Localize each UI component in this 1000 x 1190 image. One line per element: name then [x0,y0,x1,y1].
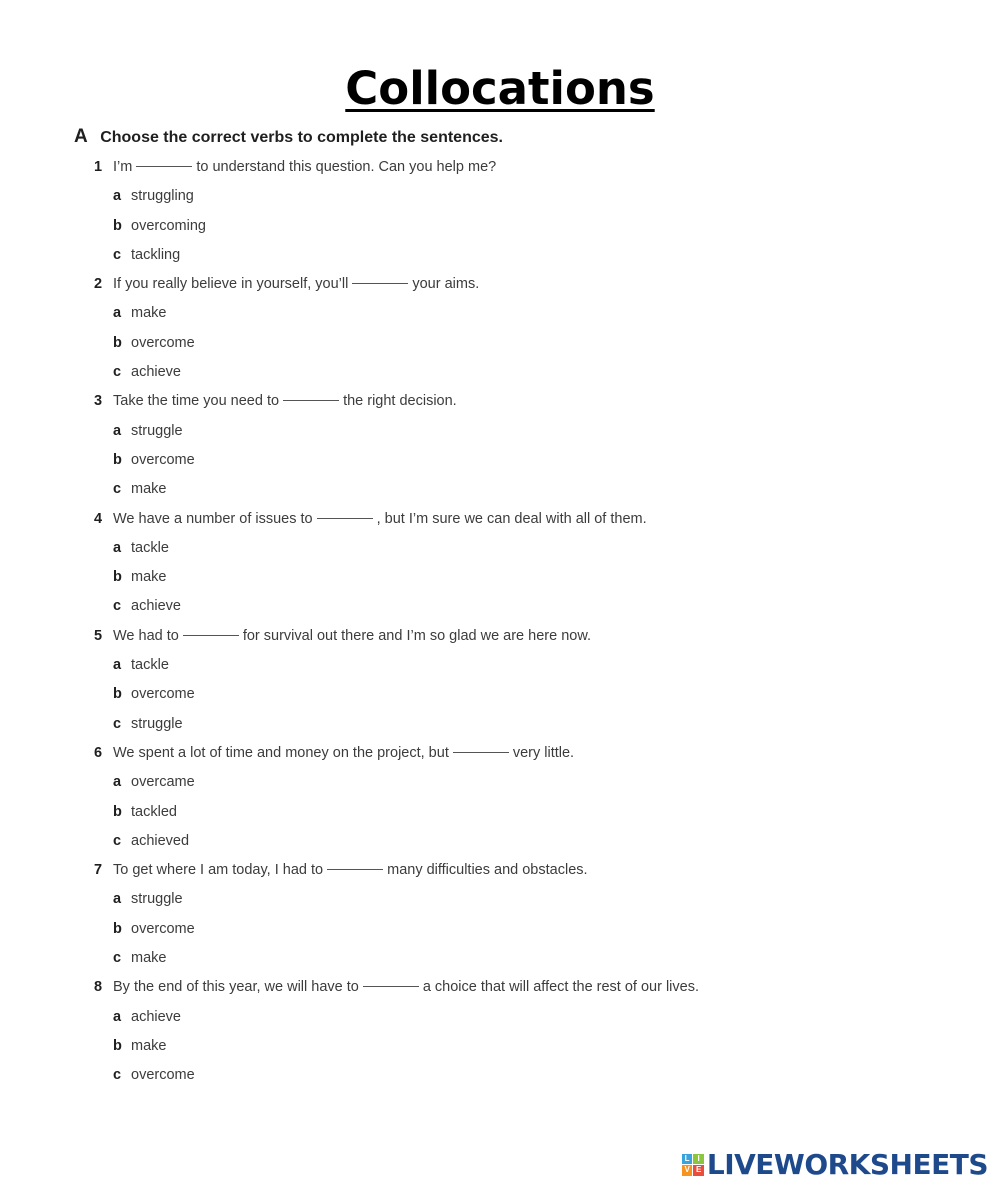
question-text [0,270,1000,299]
question-text-before: If you really believe in yourself, you’ll [113,276,349,293]
question-text [0,153,1000,182]
option-4-a[interactable] [0,534,1000,563]
option-letter: a [113,657,122,674]
question-text-before: I’m [113,159,133,175]
option-text: make [131,950,167,967]
question-text-before: We had to [113,627,179,644]
logo-tile: V [682,1165,693,1176]
question-number: 2 [94,276,103,293]
logo-text: LIVEWORKSHEETS [706,1148,988,1181]
option-1-c[interactable] [0,241,1000,270]
question-text-before: By the end of this year, we will have to [113,979,359,996]
option-2-a[interactable] [0,299,1000,328]
option-letter: a [113,774,122,791]
question-number: 5 [94,627,103,644]
option-letter: a [113,891,122,908]
question-text-after: to understand this question. Can you help me? [196,159,497,175]
option-2-c[interactable] [0,358,1000,387]
question-6 [0,739,1000,856]
option-letter: c [113,950,122,967]
option-8-a[interactable] [0,1003,1000,1032]
question-text-before: To get where I am today, I had to [113,862,324,879]
option-text: make [131,305,167,322]
answer-blank[interactable] [283,400,339,401]
option-letter: c [113,246,122,263]
option-4-b[interactable] [0,563,1000,592]
question-text [0,387,1000,416]
option-letter: b [113,334,122,351]
option-1-b[interactable] [0,212,1000,241]
question-3 [0,387,1000,504]
option-7-b[interactable] [0,915,1000,944]
option-text: tackle [131,539,169,556]
logo-tile: E [693,1165,704,1176]
option-text: achieve [131,364,181,381]
question-number: 8 [94,979,103,996]
option-letter: b [113,217,122,234]
answer-blank[interactable] [327,869,383,870]
option-text: make [131,1037,167,1054]
option-7-c[interactable] [0,944,1000,973]
option-8-b[interactable] [0,1032,1000,1061]
question-2 [0,270,1000,387]
question-text-after: the right decision. [343,393,457,410]
option-6-c[interactable] [0,827,1000,856]
option-text: struggle [131,891,183,908]
option-1-a[interactable] [0,182,1000,211]
option-text: achieved [131,832,190,849]
option-letter: c [113,832,122,849]
answer-blank[interactable] [453,752,509,753]
option-text: overcome [131,686,195,703]
question-text-after: your aims. [412,276,480,293]
worksheet-title: Collocations [345,62,655,115]
option-letter: b [113,451,122,468]
question-8 [0,973,1000,1090]
option-text: make [131,481,167,498]
question-text-after: for survival out there and I’m so glad we are here now. [242,627,592,644]
question-text-before: We spent a lot of time and money on the project, but [113,744,449,761]
option-5-c[interactable] [0,710,1000,739]
option-letter: b [113,920,122,937]
question-list [0,153,1000,1091]
question-number: 7 [94,862,103,879]
question-text [0,739,1000,768]
option-text: struggle [131,715,183,732]
option-letter: a [113,1008,122,1025]
question-text-after: , but I’m sure we can deal with all of them. [376,510,647,527]
answer-blank[interactable] [352,283,408,284]
option-text: achieve [131,598,181,615]
option-letter: a [113,422,122,439]
option-text: overcome [131,1067,195,1084]
question-number: 1 [94,159,103,175]
question-7 [0,856,1000,973]
question-text-before: We have a number of issues to [113,510,313,527]
section-instruction: Choose the correct verbs to complete the sentences. [100,129,503,146]
option-text: overcoming [131,217,206,234]
option-text: tackling [131,246,181,263]
option-letter: c [113,715,122,732]
question-text [0,856,1000,885]
option-text: overcome [131,334,195,351]
option-text: overcome [131,451,195,468]
answer-blank[interactable] [363,986,419,987]
question-4 [0,505,1000,622]
question-text [0,505,1000,534]
option-5-a[interactable] [0,651,1000,680]
option-text: overcame [131,774,195,791]
option-text: achieve [131,1008,181,1025]
answer-blank[interactable] [136,166,192,167]
question-text-after: a choice that will affect the rest of our lives. [422,979,700,996]
option-letter: b [113,569,122,586]
option-2-b[interactable] [0,329,1000,358]
section-letter: A [74,126,88,147]
question-1 [0,153,1000,270]
liveworksheets-logo [682,1148,988,1181]
option-5-b[interactable] [0,680,1000,709]
option-text: tackle [131,657,169,674]
option-letter: a [113,305,122,322]
option-text: struggle [131,422,183,439]
option-letter: c [113,1067,122,1084]
option-3-c[interactable] [0,475,1000,504]
option-text: tackled [131,803,177,820]
option-letter: c [113,598,122,615]
question-number: 4 [94,510,103,527]
answer-blank[interactable] [183,635,239,636]
question-number: 3 [94,393,103,410]
option-letter: b [113,1037,122,1054]
logo-tile: L [682,1154,693,1165]
option-letter: c [113,481,122,498]
option-8-c[interactable] [0,1061,1000,1090]
option-6-a[interactable] [0,768,1000,797]
question-text-after: many difficulties and obstacles. [387,862,588,879]
answer-blank[interactable] [317,518,373,519]
option-text: overcome [131,920,195,937]
option-7-a[interactable] [0,885,1000,914]
question-text-before: Take the time you need to [113,393,280,410]
section-heading [74,126,503,148]
question-number: 6 [94,744,103,761]
option-3-b[interactable] [0,446,1000,475]
option-text: struggling [131,188,194,205]
option-6-b[interactable] [0,798,1000,827]
option-text: make [131,569,167,586]
question-5 [0,622,1000,739]
option-letter: b [113,686,122,703]
logo-tile: I [693,1154,704,1165]
option-letter: a [113,539,122,556]
option-letter: c [113,364,122,381]
option-letter: a [113,188,122,205]
logo-mark-icon [682,1154,704,1176]
option-4-c[interactable] [0,592,1000,621]
option-3-a[interactable] [0,417,1000,446]
option-letter: b [113,803,122,820]
question-text [0,622,1000,651]
question-text-after: very little. [512,744,575,761]
question-text [0,973,1000,1002]
